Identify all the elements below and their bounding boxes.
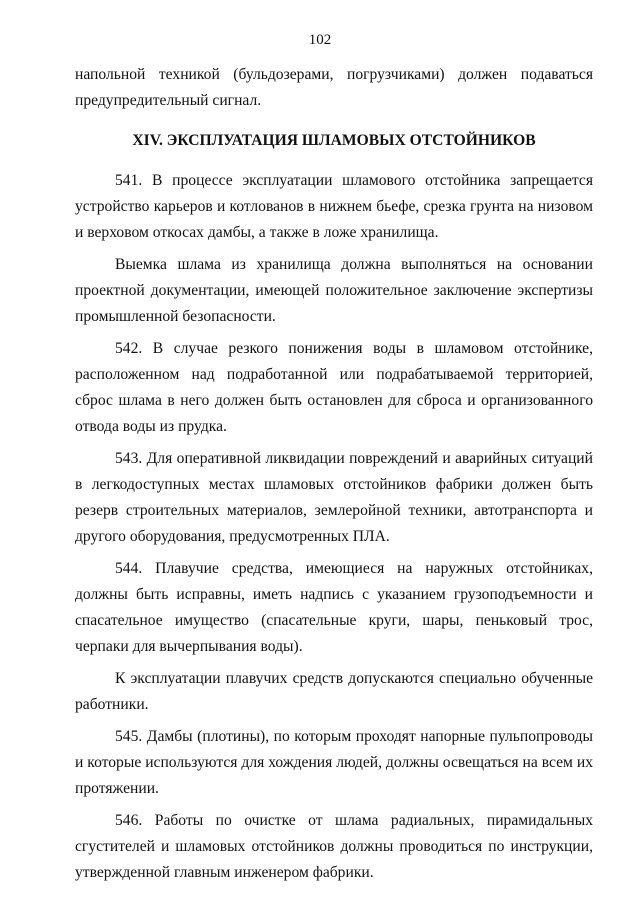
paragraph-545: 545. Дамбы (плотины), по которым проходят напорные пульпопроводы и которые используются для хождения людей, должны освещаться на всем их протяжении. <box>75 728 593 797</box>
paragraph-544: 544. Плавучие средства, имеющиеся на наружных отстойниках, должны быть исправны, иметь надпись с указанием грузоподъемности и спасательное имущество (спасательные круги, шары, пеньковый трос, черпаки для вычерпывания воды). <box>75 560 593 655</box>
paragraph-546: 546. Работы по очистке от шлама радиальных, пирамидальных сгустителей и шламовых отстойников должны проводиться по инструкции, утвержденной главным инженером фабрики. <box>75 812 593 881</box>
paragraph-543: 543. Для оперативной ликвидации повреждений и аварийных ситуаций в легкодоступных местах шламовых отстойников фабрики должен быть резерв строительных материалов, землеройной техники, автотранспорта и другого оборудования, предусмотренных ПЛА. <box>75 450 593 545</box>
paragraph-542: 542. В случае резкого понижения воды в шламовом отстойнике, расположенном над подработанной или подрабатываемой территорией, сброс шлама в него должен быть остановлен для сброса и организованного отвода воды из прудка. <box>75 340 593 435</box>
page-number: 102 <box>308 32 332 48</box>
page-body <box>75 62 593 886</box>
paragraph-floating-operators: К эксплуатации плавучих средств допускаются специально обученные работники. <box>75 670 593 713</box>
paragraph-541: 541. В процессе эксплуатации шламового отстойника запрещается устройство карьеров и котлованов в нижнем бьефе, срезка грунта на низовом и верховом откосах дамбы, а также в ложе хранилища. <box>75 172 593 241</box>
section-heading: XIV. ЭКСПЛУАТАЦИЯ ШЛАМОВЫХ ОТСТОЙНИКОВ <box>132 132 536 149</box>
paragraph-excavation: Выемка шлама из хранилища должна выполняться на основании проектной документации, имеющей положительное заключение экспертизы промышленной безопасности. <box>75 256 593 325</box>
intro-paragraph: напольной техникой (бульдозерами, погрузчиками) должен подаваться предупредительный сигнал. <box>75 66 593 109</box>
